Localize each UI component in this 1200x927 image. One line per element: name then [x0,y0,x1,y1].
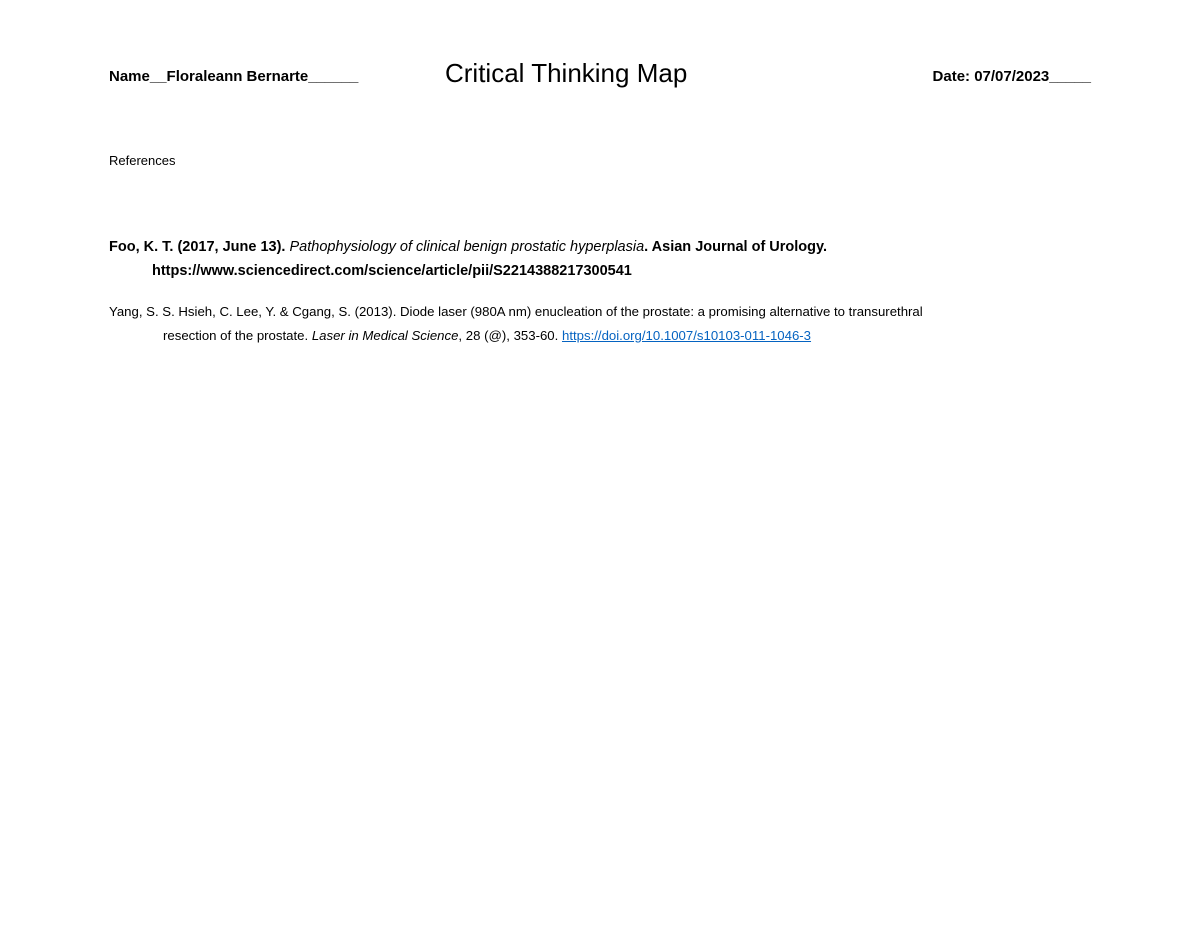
reference-entry-2 [109,300,1069,348]
ref2-line-1: Yang, S. S. Hsieh, C. Lee, Y. & Cgang, S. (2013). Diode laser (980A nm) enucleation of the prostate: a promising alternative to transurethral [109,304,923,319]
ref1-authors-date: Foo, K. T. (2017, June 13). [109,239,290,255]
ref2-journal: Laser in Medical Science [311,328,459,343]
references-heading: References [109,153,176,168]
ref2-title-end: resection of the prostate. [163,328,312,343]
ref1-journal: . Asian Journal of Urology. [644,239,828,255]
ref1-url: https://www.sciencedirect.com/science/article/pii/S2214388217300541 [152,263,632,279]
page-title: Critical Thinking Map [445,58,688,88]
ref2-line-2 [109,324,1069,348]
date-field: Date: 07/07/2023_____ [932,68,1091,85]
reference-entry-1 [109,235,1069,283]
ref2-doi-link[interactable]: https://doi.org/10.1007/s10103-011-1046-3 [561,328,812,343]
name-field: Name__Floraleann Bernarte______ [109,68,359,85]
ref1-title: Pathophysiology of clinical benign prostatic hyperplasia [289,239,645,255]
ref2-volume-pages: , 28 (@), 353-60. [458,328,562,343]
